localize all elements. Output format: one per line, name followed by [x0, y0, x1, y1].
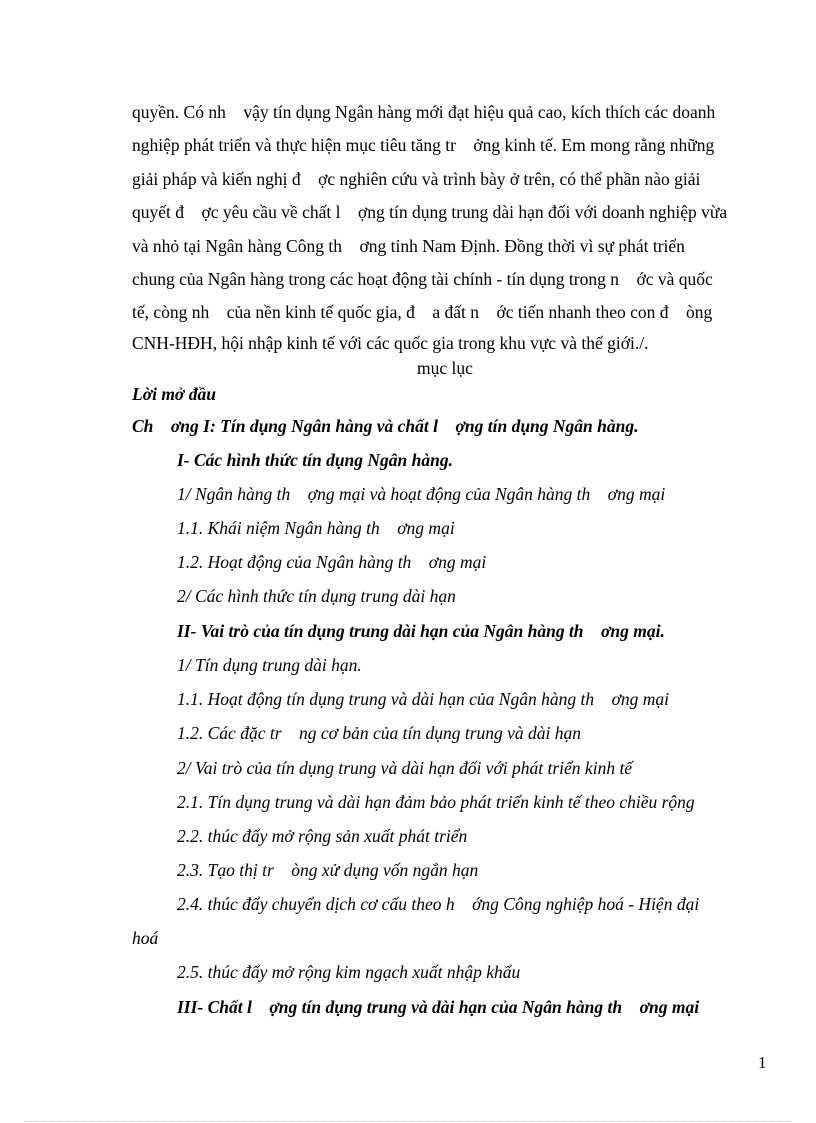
- toc-entry: 2.3. Tạo thị tr òng xử dụng vốn ngắn hạn: [177, 860, 479, 880]
- toc-entry: 1/ Ngân hàng th ợng mại và hoạt động của Ngân hàng th ơng mại: [177, 484, 666, 504]
- footer-divider: [24, 1121, 792, 1122]
- toc-entry: 2.5. thúc đẩy mở rộng kim ngạch xuất nhập khẩu: [177, 962, 521, 982]
- paragraph-line: giải pháp và kiến nghị đ ợc nghiên cứu và trình bày ở trên, có thể phần nào giải: [132, 169, 701, 189]
- paragraph-line: quyền. Có nh vậy tín dụng Ngân hàng mới đạt hiệu quả cao, kích thích các doanh: [132, 102, 716, 122]
- paragraph-line: tế, còng nh của nền kinh tế quốc gia, đ a đất n ớc tiến nhanh theo con đ òng: [132, 302, 713, 322]
- toc-entry-continuation: hoá: [132, 928, 159, 948]
- toc-entry: 1.2. Hoạt động của Ngân hàng th ơng mại: [177, 552, 487, 572]
- paragraph-line: và nhỏ tại Ngân hàng Công th ơng tỉnh Nam Định. Đồng thời vì sự phát triển: [132, 236, 685, 256]
- toc-entry: 2/ Các hình thức tín dụng trung dài hạn: [177, 586, 456, 606]
- paragraph-line: quyết đ ợc yêu cầu về chất l ợng tín dụng trung dài hạn đối với doanh nghiệp vừa: [132, 202, 728, 222]
- toc-entry-section: I- Các hình thức tín dụng Ngân hàng.: [177, 450, 453, 470]
- paragraph-line: CNH-HĐH, hội nhập kinh tế với các quốc gia trong khu vực và thế giới./.: [132, 333, 649, 353]
- toc-entry: 1.2. Các đặc tr ng cơ bản của tín dụng trung và dài hạn: [177, 723, 582, 743]
- paragraph-line: nghiệp phát triển và thực hiện mục tiêu tăng tr ởng kinh tế. Em mong rằng những: [132, 135, 715, 155]
- toc-entry: 1/ Tín dụng trung dài hạn.: [177, 655, 362, 675]
- toc-entry: 1.1. Khái niệm Ngân hàng th ơng mại: [177, 518, 455, 538]
- toc-entry: 2.2. thúc đẩy mở rộng sản xuất phát triển: [177, 826, 468, 846]
- toc-entry-section: II- Vai trò của tín dụng trung dài hạn của Ngân hàng th ơng mại.: [177, 621, 665, 641]
- toc-entry: 2/ Vai trò của tín dụng trung và dài hạn đối với phát triển kinh tế: [177, 758, 633, 778]
- toc-entry-section: III- Chất l ợng tín dụng trung và dài hạn của Ngân hàng th ơng mại: [177, 997, 700, 1017]
- toc-title: mục lục: [417, 358, 473, 378]
- page-number: 1: [758, 1053, 767, 1072]
- toc-entry-chapter: Ch ơng I: Tín dụng Ngân hàng và chất l ợng tín dụng Ngân hàng.: [132, 416, 639, 436]
- toc-entry: 2.4. thúc đẩy chuyển dịch cơ cấu theo h ớng Công nghiệp hoá - Hiện đại: [177, 894, 700, 914]
- toc-entry: 2.1. Tín dụng trung và dài hạn đảm bảo phát triển kinh tế theo chiều rộng: [177, 792, 695, 812]
- toc-entry-intro: Lời mở đầu: [132, 384, 216, 404]
- paragraph-line: chung của Ngân hàng trong các hoạt động tài chính - tín dụng trong n ớc và quốc: [132, 269, 713, 289]
- toc-entry: 1.1. Hoạt động tín dụng trung và dài hạn của Ngân hàng th ơng mại: [177, 689, 670, 709]
